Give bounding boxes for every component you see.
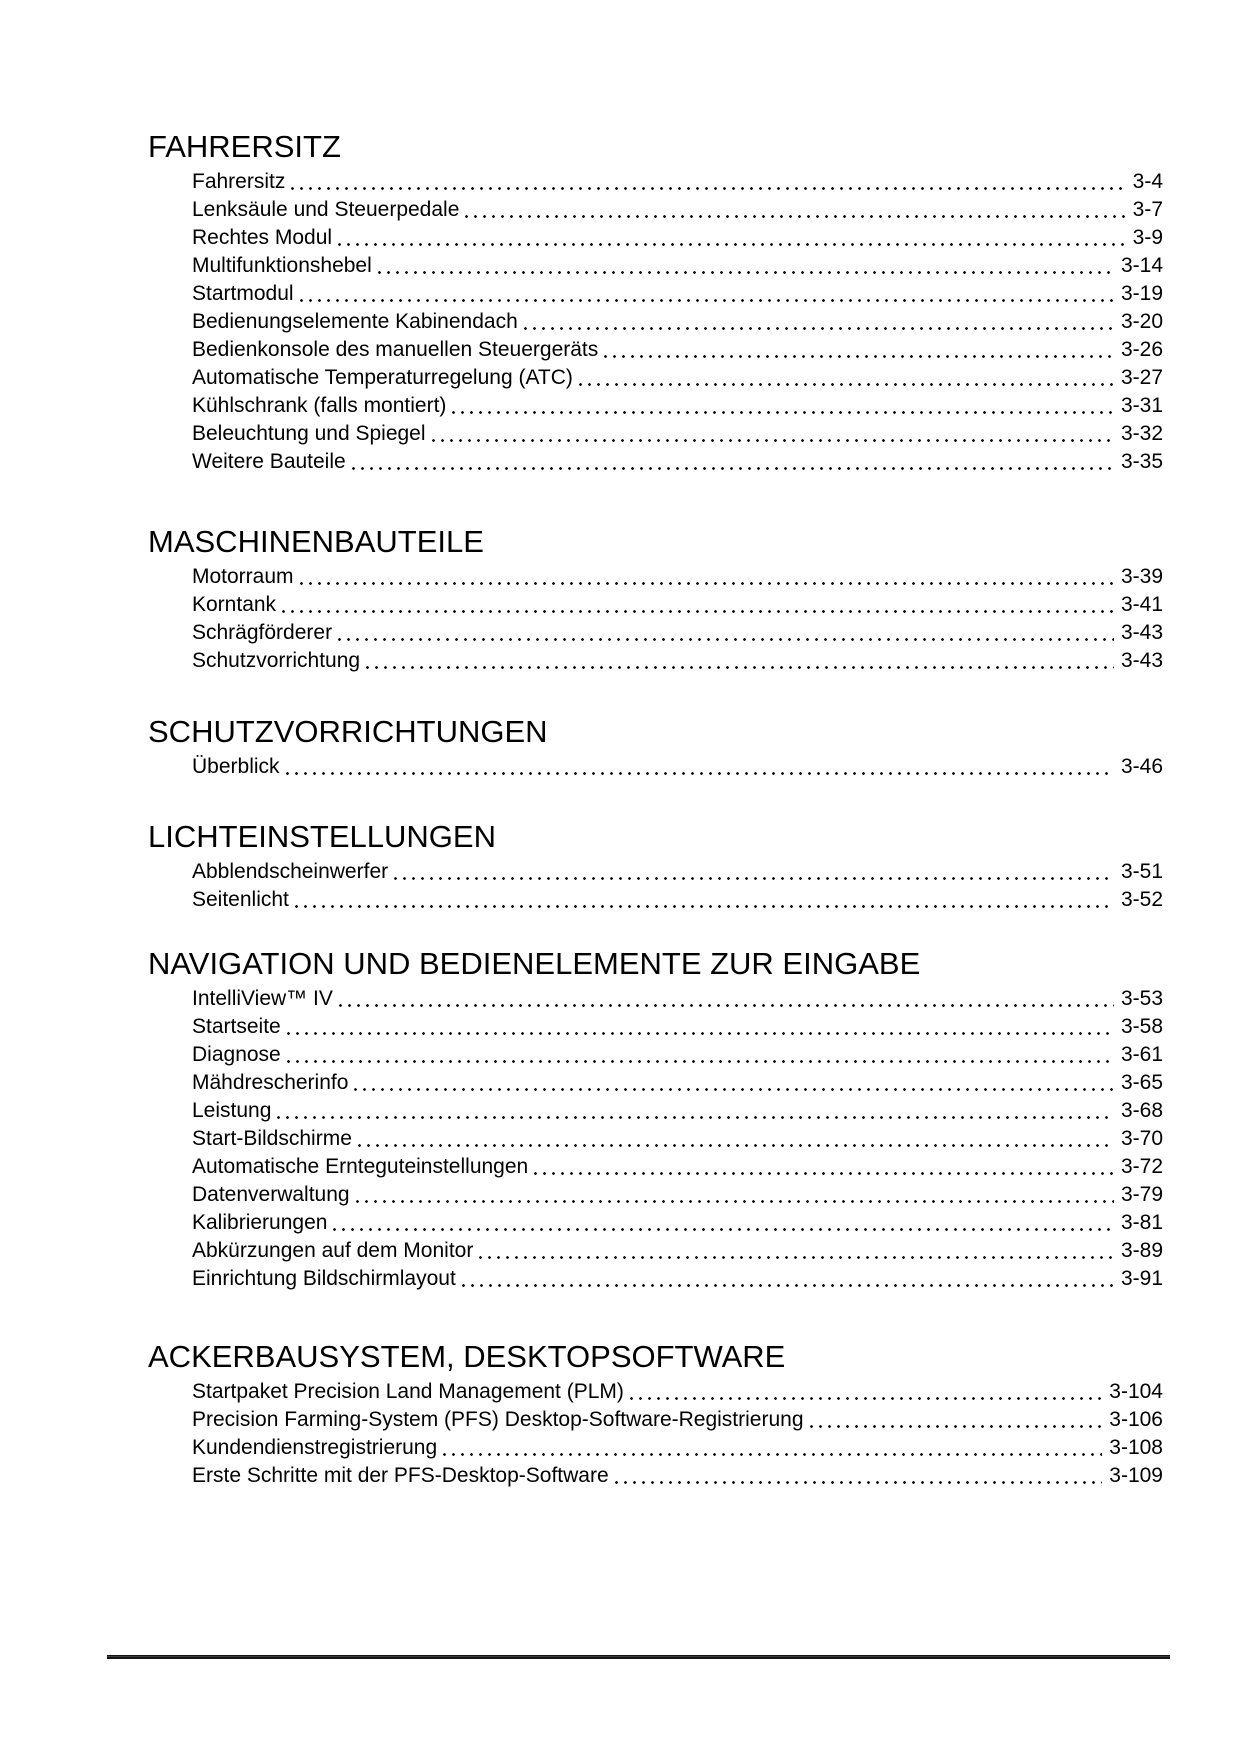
section-entries	[148, 985, 1163, 1293]
toc-entry-row	[192, 1265, 1163, 1293]
dot-leader	[277, 1116, 1114, 1119]
entry-page-number: 3-89	[1120, 1239, 1163, 1262]
toc-entry-row	[192, 252, 1163, 280]
toc-entry-row	[192, 392, 1163, 420]
entry-page-number: 3-72	[1120, 1155, 1163, 1178]
dot-leader	[358, 1144, 1114, 1147]
dot-leader	[604, 355, 1114, 358]
toc-entry-row	[192, 619, 1163, 647]
toc-entry-row	[192, 563, 1163, 591]
toc-content	[148, 128, 1163, 1490]
entry-label: Leistung	[192, 1099, 272, 1122]
toc-entry-row	[192, 1237, 1163, 1265]
dot-leader	[354, 1088, 1114, 1091]
entry-label: Weitere Bauteile	[192, 450, 346, 473]
section-entries	[148, 168, 1163, 476]
entry-label: Automatische Ernteguteinstellungen	[192, 1155, 529, 1178]
entry-label: Startpaket Precision Land Management (PLM)	[192, 1380, 624, 1403]
entry-page-number: 3-51	[1120, 860, 1163, 883]
entry-page-number: 3-31	[1120, 394, 1163, 417]
entry-label: Bedienkonsole des manuellen Steuergeräts	[192, 338, 599, 361]
dot-leader	[338, 243, 1126, 246]
toc-entry-row	[192, 1125, 1163, 1153]
entry-label: Korntank	[192, 593, 277, 616]
toc-section	[148, 128, 1163, 476]
dot-leader	[333, 1228, 1114, 1231]
toc-entry-row	[192, 1069, 1163, 1097]
entry-page-number: 3-52	[1120, 888, 1163, 911]
dot-leader	[378, 271, 1114, 274]
entry-label: Schrägförderer	[192, 621, 333, 644]
toc-entry-row	[192, 280, 1163, 308]
dot-leader	[534, 1172, 1114, 1175]
entry-label: Precision Farming-System (PFS) Desktop-Software-Registrierung	[192, 1408, 804, 1431]
entry-page-number: 3-35	[1120, 450, 1163, 473]
entry-page-number: 3-58	[1120, 1015, 1163, 1038]
dot-leader	[352, 467, 1114, 470]
dot-leader	[524, 327, 1114, 330]
toc-entry-row	[192, 1013, 1163, 1041]
dot-leader	[286, 772, 1114, 775]
dot-leader	[295, 905, 1114, 908]
entry-label: Seitenlicht	[192, 888, 289, 911]
entry-label: Bedienungselemente Kabinendach	[192, 310, 518, 333]
entry-label: Diagnose	[192, 1043, 281, 1066]
dot-leader	[462, 1284, 1114, 1287]
entry-page-number: 3-81	[1120, 1211, 1163, 1234]
entry-page-number: 3-43	[1120, 621, 1163, 644]
toc-entry-row	[192, 1434, 1163, 1462]
dot-leader	[291, 187, 1125, 190]
entry-label: Kundendienstregistrierung	[192, 1436, 438, 1459]
entry-page-number: 3-65	[1120, 1071, 1163, 1094]
section-entries	[148, 753, 1163, 781]
toc-entry-row	[192, 1378, 1163, 1406]
section-title: ACKERBAUSYSTEM, DESKTOPSOFTWARE	[148, 1339, 786, 1374]
entry-label: Start-Bildschirme	[192, 1127, 352, 1150]
toc-entry-row	[192, 886, 1163, 914]
entry-label: Einrichtung Bildschirmlayout	[192, 1267, 456, 1290]
dot-leader	[630, 1397, 1102, 1400]
entry-page-number: 3-108	[1109, 1436, 1163, 1459]
entry-page-number: 3-53	[1120, 987, 1163, 1010]
section-title: NAVIGATION UND BEDIENELEMENTE ZUR EINGABE	[148, 946, 921, 981]
toc-entry-row	[192, 308, 1163, 336]
toc-entry-row	[192, 1209, 1163, 1237]
dot-leader	[287, 1032, 1114, 1035]
dot-leader	[287, 1060, 1114, 1063]
entry-page-number: 3-46	[1120, 755, 1163, 778]
toc-entry-row	[192, 591, 1163, 619]
toc-entry-row	[192, 1406, 1163, 1434]
section-entries	[148, 858, 1163, 914]
entry-label: Abkürzungen auf dem Monitor	[192, 1239, 474, 1262]
entry-page-number: 3-70	[1120, 1127, 1163, 1150]
dot-leader	[452, 411, 1114, 414]
entry-label: Lenksäule und Steuerpedale	[192, 198, 460, 221]
entry-label: Datenverwaltung	[192, 1183, 350, 1206]
toc-entry-row	[192, 224, 1163, 252]
entry-label: Beleuchtung und Spiegel	[192, 422, 426, 445]
entry-page-number: 3-9	[1132, 226, 1163, 249]
entry-label: Fahrersitz	[192, 170, 286, 193]
toc-section	[148, 1338, 1163, 1490]
entry-label: Abblendscheinwerfer	[192, 860, 389, 883]
toc-entry-row	[192, 364, 1163, 392]
entry-page-number: 3-91	[1120, 1267, 1163, 1290]
section-title: LICHTEINSTELLUNGEN	[148, 819, 496, 854]
entry-page-number: 3-32	[1120, 422, 1163, 445]
dot-leader	[394, 877, 1114, 880]
entry-page-number: 3-109	[1109, 1464, 1163, 1487]
toc-entry-row	[192, 985, 1163, 1013]
toc-entry-row	[192, 1462, 1163, 1490]
entry-page-number: 3-14	[1120, 254, 1163, 277]
dot-leader	[338, 638, 1114, 641]
toc-section	[148, 523, 1163, 675]
entry-page-number: 3-68	[1120, 1099, 1163, 1122]
toc-entry-row	[192, 168, 1163, 196]
toc-section	[148, 945, 1163, 1293]
entry-label: Startmodul	[192, 282, 294, 305]
entry-page-number: 3-39	[1120, 565, 1163, 588]
toc-entry-row	[192, 420, 1163, 448]
section-entries	[148, 1378, 1163, 1490]
entry-label: Kühlschrank (falls montiert)	[192, 394, 447, 417]
toc-entry-row	[192, 1181, 1163, 1209]
entry-label: Überblick	[192, 755, 280, 778]
section-title: SCHUTZVORRICHTUNGEN	[148, 714, 548, 749]
toc-section	[148, 818, 1163, 914]
toc-section	[148, 713, 1163, 781]
dot-leader	[479, 1256, 1114, 1259]
entry-page-number: 3-7	[1132, 198, 1163, 221]
entry-label: Multifunktionshebel	[192, 254, 372, 277]
entry-label: Erste Schritte mit der PFS-Desktop-Software	[192, 1464, 609, 1487]
entry-label: IntelliView™ IV	[192, 987, 333, 1010]
entry-label: Startseite	[192, 1015, 281, 1038]
dot-leader	[356, 1200, 1114, 1203]
entry-label: Kalibrierungen	[192, 1211, 328, 1234]
toc-entry-row	[192, 448, 1163, 476]
entry-page-number: 3-27	[1120, 366, 1163, 389]
dot-leader	[615, 1481, 1103, 1484]
toc-entry-row	[192, 1153, 1163, 1181]
entry-page-number: 3-61	[1120, 1043, 1163, 1066]
entry-page-number: 3-79	[1120, 1183, 1163, 1206]
toc-entry-row	[192, 1097, 1163, 1125]
entry-page-number: 3-19	[1120, 282, 1163, 305]
toc-entry-row	[192, 196, 1163, 224]
entry-label: Mähdrescherinfo	[192, 1071, 349, 1094]
dot-leader	[432, 439, 1114, 442]
section-entries	[148, 563, 1163, 675]
entry-page-number: 3-4	[1132, 170, 1163, 193]
entry-label: Schutzvorrichtung	[192, 649, 361, 672]
entry-page-number: 3-26	[1120, 338, 1163, 361]
toc-entry-row	[192, 1041, 1163, 1069]
dot-leader	[300, 299, 1114, 302]
section-title: FAHRERSITZ	[148, 129, 341, 164]
entry-label: Motorraum	[192, 565, 294, 588]
dot-leader	[366, 666, 1114, 669]
entry-page-number: 3-41	[1120, 593, 1163, 616]
entry-page-number: 3-20	[1120, 310, 1163, 333]
entry-label: Automatische Temperaturregelung (ATC)	[192, 366, 573, 389]
dot-leader	[810, 1425, 1103, 1428]
dot-leader	[300, 582, 1114, 585]
dot-leader	[579, 383, 1114, 386]
entry-page-number: 3-106	[1109, 1408, 1163, 1431]
dot-leader	[282, 610, 1114, 613]
dot-leader	[443, 1453, 1102, 1456]
footer-rule	[107, 1655, 1170, 1659]
dot-leader	[339, 1004, 1114, 1007]
dot-leader	[465, 215, 1125, 218]
section-title: MASCHINENBAUTEILE	[148, 524, 484, 559]
entry-label: Rechtes Modul	[192, 226, 333, 249]
toc-entry-row	[192, 647, 1163, 675]
toc-entry-row	[192, 753, 1163, 781]
entry-page-number: 3-104	[1109, 1380, 1163, 1403]
toc-entry-row	[192, 858, 1163, 886]
toc-entry-row	[192, 336, 1163, 364]
entry-page-number: 3-43	[1120, 649, 1163, 672]
